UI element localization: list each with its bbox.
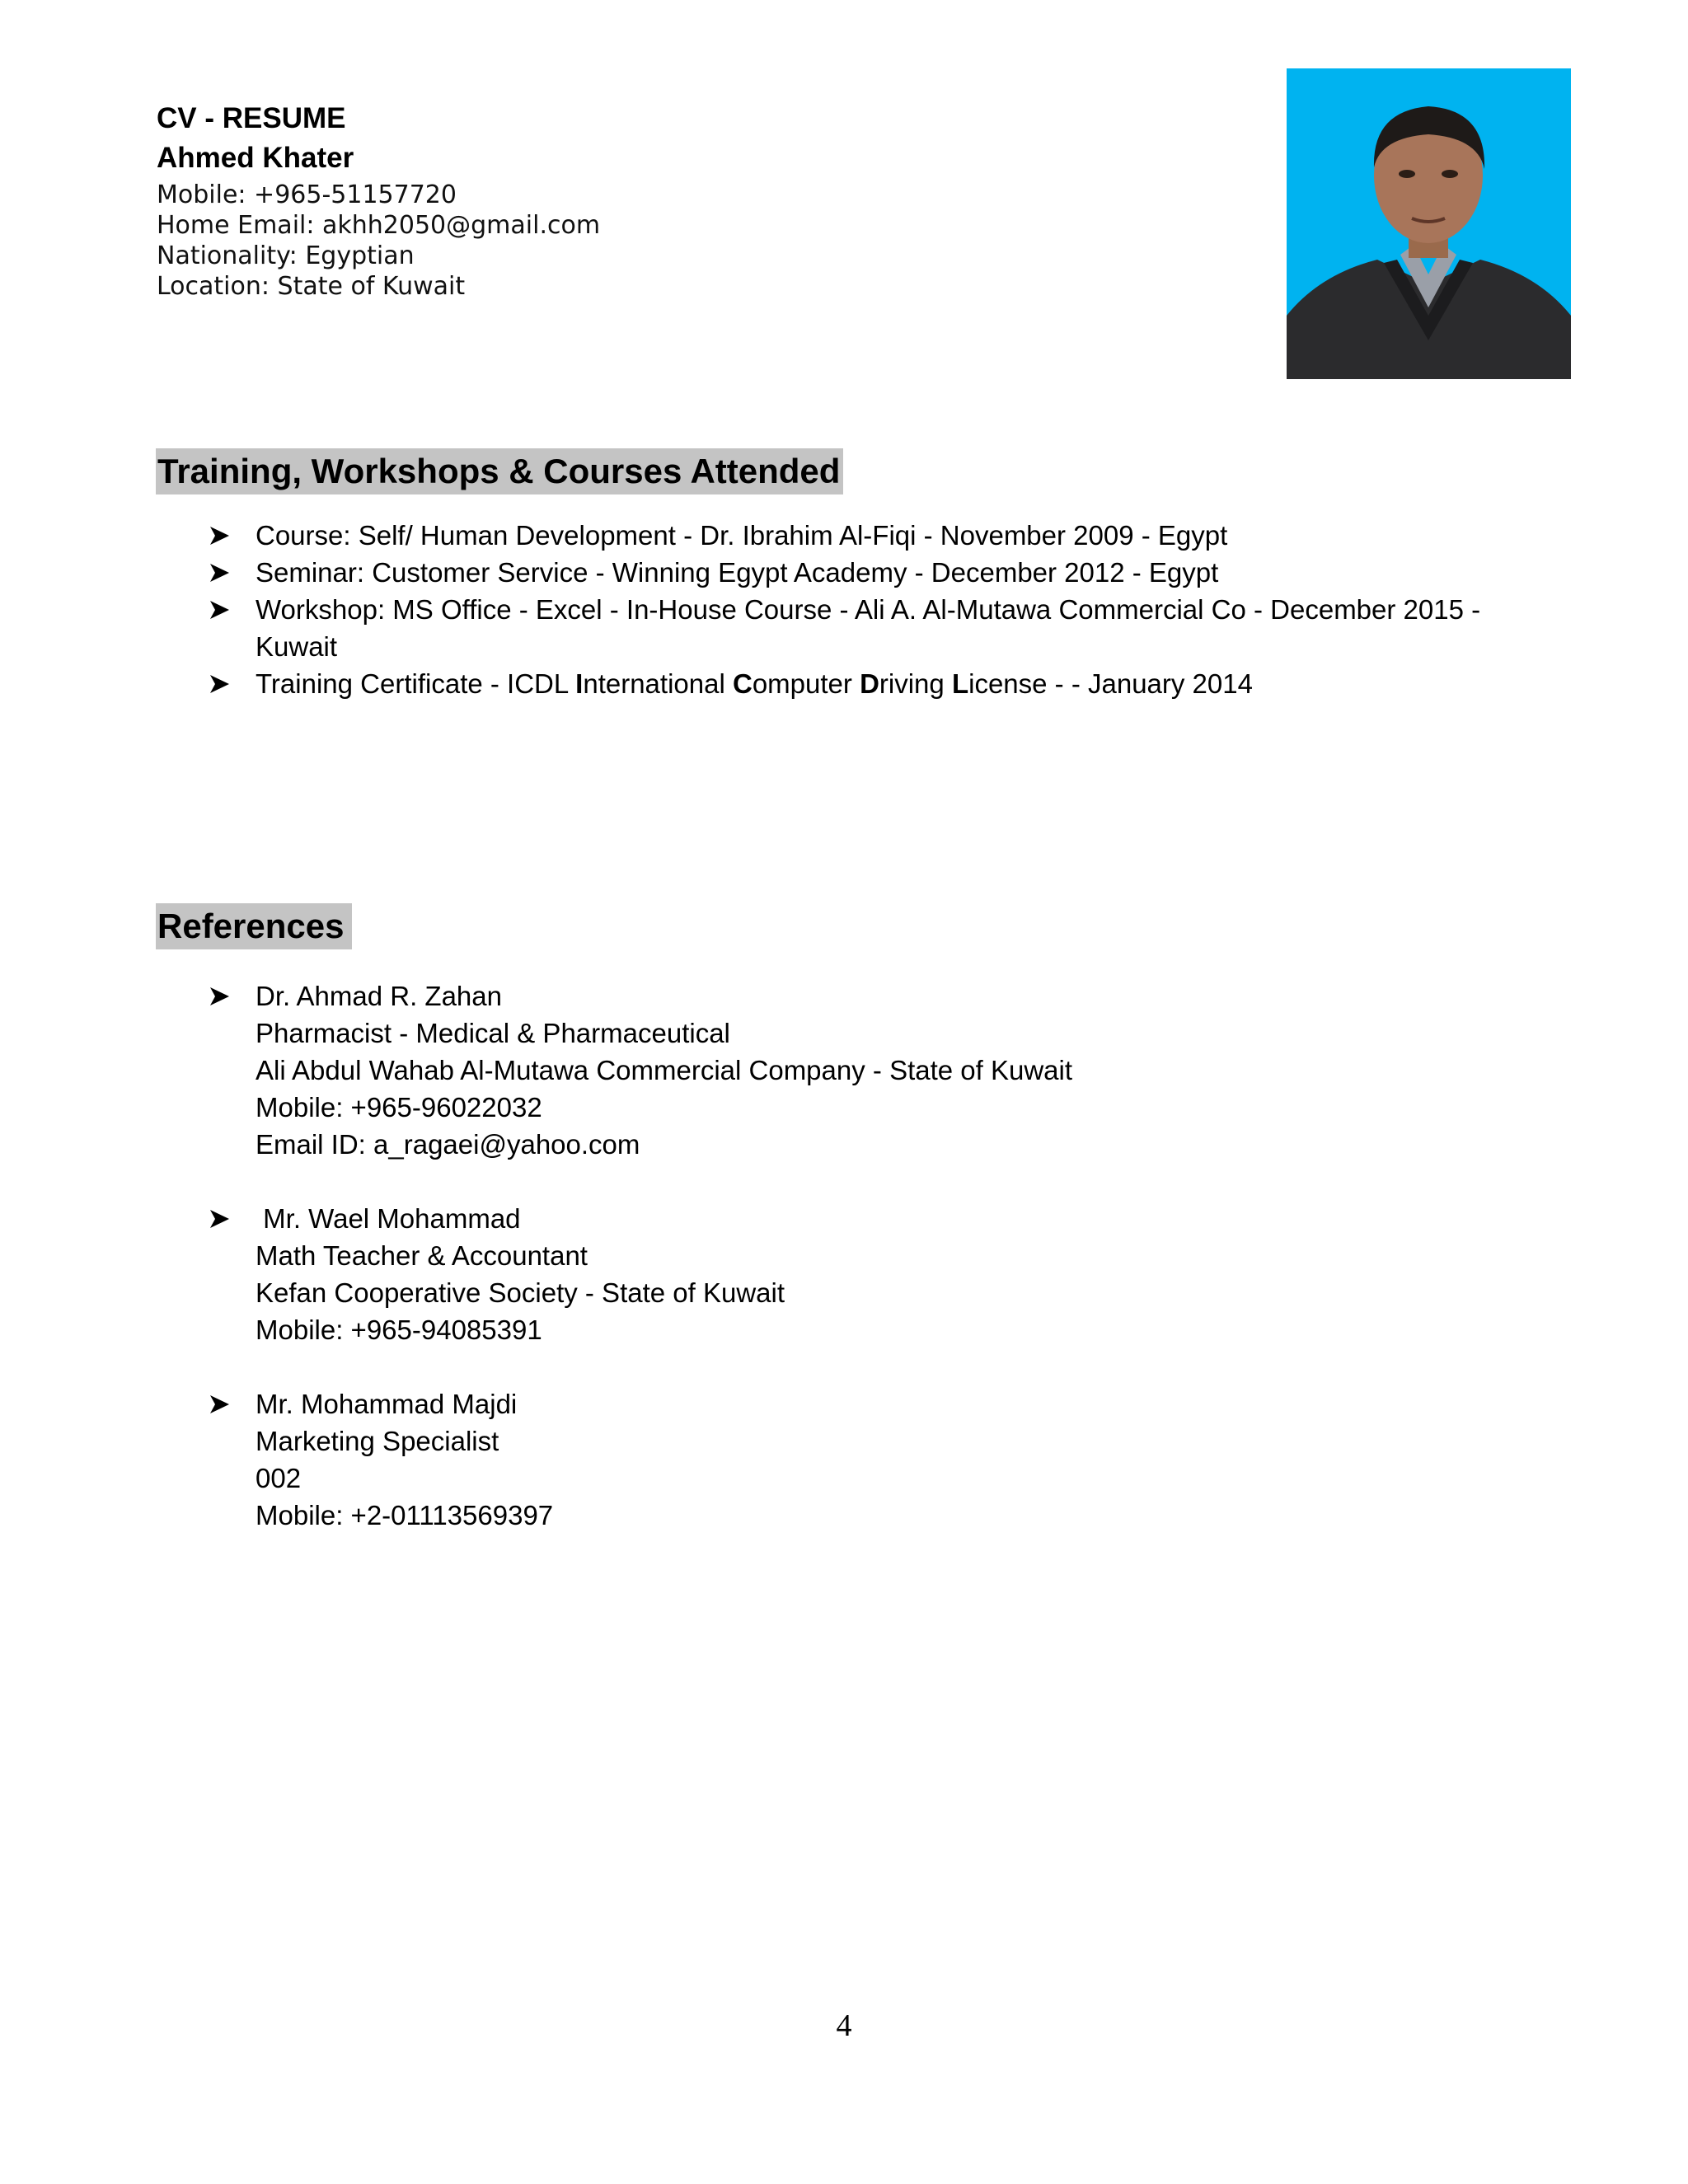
training-item-text: Workshop: MS Office - Excel - In-House Course - Ali A. Al-Mutawa Commercial Co - December 2015 - Kuwait <box>256 594 1481 662</box>
icdl-word-international: nternational <box>583 668 733 699</box>
contact-block <box>157 180 600 302</box>
list-item <box>208 665 1541 702</box>
reference-company: 002 <box>256 1463 302 1493</box>
arrowhead-bullet-icon <box>208 1385 231 1422</box>
icdl-letter-c: C <box>732 668 753 699</box>
list-item <box>208 517 1541 554</box>
reference-title: Marketing Specialist <box>256 1426 499 1456</box>
training-heading: Training, Workshops & Courses Attended <box>156 448 843 494</box>
icdl-prefix: Training Certificate - ICDL <box>256 668 576 699</box>
reference-company: Ali Abdul Wahab Al-Mutawa Commercial Company - State of Kuwait <box>256 1055 1073 1085</box>
icdl-letter-d: D <box>860 668 879 699</box>
arrowhead-bullet-icon <box>208 554 231 591</box>
reference-item <box>208 1200 1072 1348</box>
arrowhead-bullet-icon <box>208 517 231 554</box>
reference-name: Dr. Ahmad R. Zahan <box>256 981 502 1011</box>
arrowhead-bullet-icon <box>208 1200 231 1237</box>
reference-mobile: Mobile: +965-94085391 <box>256 1315 542 1345</box>
reference-item <box>208 1385 1072 1534</box>
reference-title: Math Teacher & Accountant <box>256 1240 588 1271</box>
arrowhead-bullet-icon <box>208 977 231 1015</box>
list-item <box>208 554 1541 591</box>
page-number: 4 <box>836 2008 852 2043</box>
contact-email: Home Email: akhh2050@gmail.com <box>157 211 601 240</box>
training-item-text <box>256 668 1253 699</box>
reference-mobile: Mobile: +2-01113569397 <box>256 1500 554 1530</box>
reference-item <box>208 977 1072 1163</box>
reference-company: Kefan Cooperative Society - State of Kuwait <box>256 1277 785 1308</box>
icdl-word-computer: omputer <box>752 668 860 699</box>
reference-email: Email ID: a_ragaei@yahoo.com <box>256 1129 640 1160</box>
contact-mobile: Mobile: +965-51157720 <box>157 180 457 209</box>
references-list <box>208 977 1072 1571</box>
profile-photo <box>1287 68 1571 379</box>
document-title: CV - RESUME <box>157 102 346 134</box>
references-heading: References <box>156 903 352 949</box>
list-item <box>208 591 1541 665</box>
contact-location: Location: State of Kuwait <box>157 272 466 301</box>
arrowhead-bullet-icon <box>208 665 231 702</box>
icdl-word-license: icense - - January 2014 <box>968 668 1253 699</box>
reference-title: Pharmacist - Medical & Pharmaceutical <box>256 1018 730 1048</box>
contact-nationality: Nationality: Egyptian <box>157 241 415 270</box>
icdl-letter-l: L <box>951 668 969 699</box>
candidate-name: Ahmed Khater <box>157 142 354 174</box>
portrait-illustration <box>1287 68 1571 379</box>
training-list <box>208 517 1541 702</box>
icdl-letter-i: I <box>575 668 584 699</box>
icdl-word-driving: riving <box>879 668 952 699</box>
arrowhead-bullet-icon <box>208 591 231 628</box>
reference-name: Mr. Mohammad Majdi <box>256 1389 518 1419</box>
reference-mobile: Mobile: +965-96022032 <box>256 1092 542 1122</box>
reference-name: Mr. Wael Mohammad <box>256 1203 521 1234</box>
training-item-text: Seminar: Customer Service - Winning Egypt Academy - December 2012 - Egypt <box>256 557 1219 588</box>
training-item-text: Course: Self/ Human Development - Dr. Ibrahim Al-Fiqi - November 2009 - Egypt <box>256 520 1228 551</box>
